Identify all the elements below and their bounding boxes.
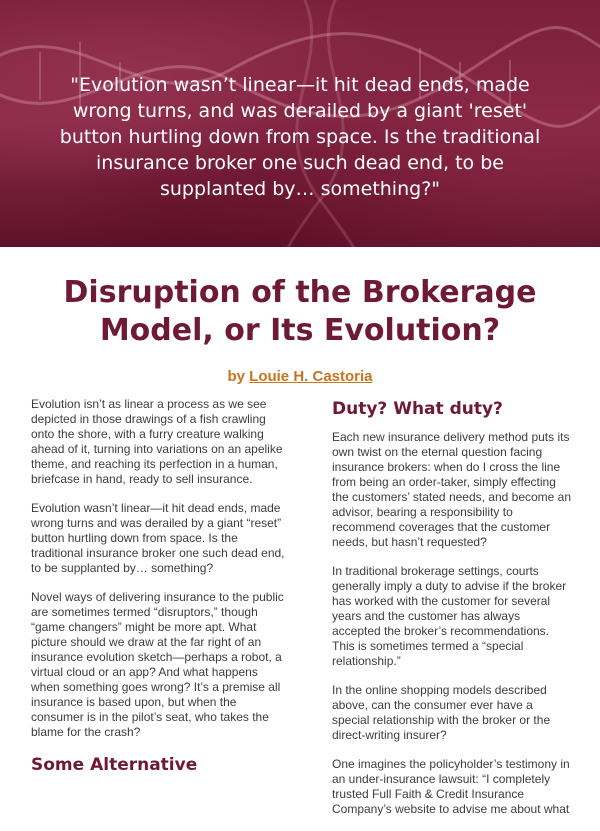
- paragraph: In traditional brokerage settings, courts generally imply a duty to advise if the broker has worked with the customer for several years and the customer has always accepted the broker’s recommendations. This is sometimes termed a “special relationship.”: [332, 564, 567, 668]
- hero-banner: [0, 0, 600, 247]
- paragraph: Evolution wasn’t linear—it hit dead ends, made wrong turns and was derailed by a giant “reset” button hurtling down from space. Is the traditional insurance broker one such dead end, to be supplanted by… something?: [31, 501, 285, 575]
- right-column: [332, 398, 572, 831]
- paragraph: In the online shopping models described above, can the consumer ever have a special relationship with the broker or the direct-writing insurer?: [332, 683, 551, 742]
- paragraph: One imagines the policyholder’s testimony in an under-insurance lawsuit: “I completely trusted Full Faith & Credit Insurance Company’s website to advise me about what: [332, 757, 570, 816]
- left-column: [31, 397, 285, 786]
- author-link[interactable]: Louie H. Castoria: [249, 368, 373, 385]
- paragraph: Evolution isn’t as linear a process as we see depicted in those drawings of a fish crawling onto the shore, with a furry creature walking ahead of it, turning into variations on an apelike theme, and reaching its perfection in a human, briefcase in hand, ready to sell insurance.: [31, 397, 283, 486]
- byline: [0, 368, 600, 385]
- paragraph: Each new insurance delivery method puts its own twist on the eternal question facing insurance brokers: when do I cross the line from being an order-taker, simply effecting the customers’ stated needs, and become an advisor, bearing a responsibility to recommend coverages that the customer needs, but hasn’t requested?: [332, 430, 572, 549]
- article-title: Disruption of the Brokerage Model, or Its Evolution?: [63, 275, 537, 348]
- paragraph: Novel ways of delivering insurance to the public are sometimes termed “disruptors,” though “game changers” might be more apt. What picture should we draw at the far right of an insurance evolution sketch—perhaps a robot, a virtual cloud or an app? And what happens when something goes wrong? It’s a premise all insurance is based upon, but when the consumer is in the pilot’s seat, who takes the blame for the crash?: [31, 590, 284, 739]
- section-heading: Duty? What duty?: [332, 399, 503, 419]
- byline-prefix: by: [227, 368, 245, 385]
- hero-quote: "Evolution wasn’t linear—it hit dead ends, made wrong turns, and was derailed by a giant 'reset' button hurtling down from space. Is the traditional insurance broker one such dead end, to be supplanted by… something?": [59, 74, 541, 200]
- section-heading: Some Alternative: [31, 755, 198, 775]
